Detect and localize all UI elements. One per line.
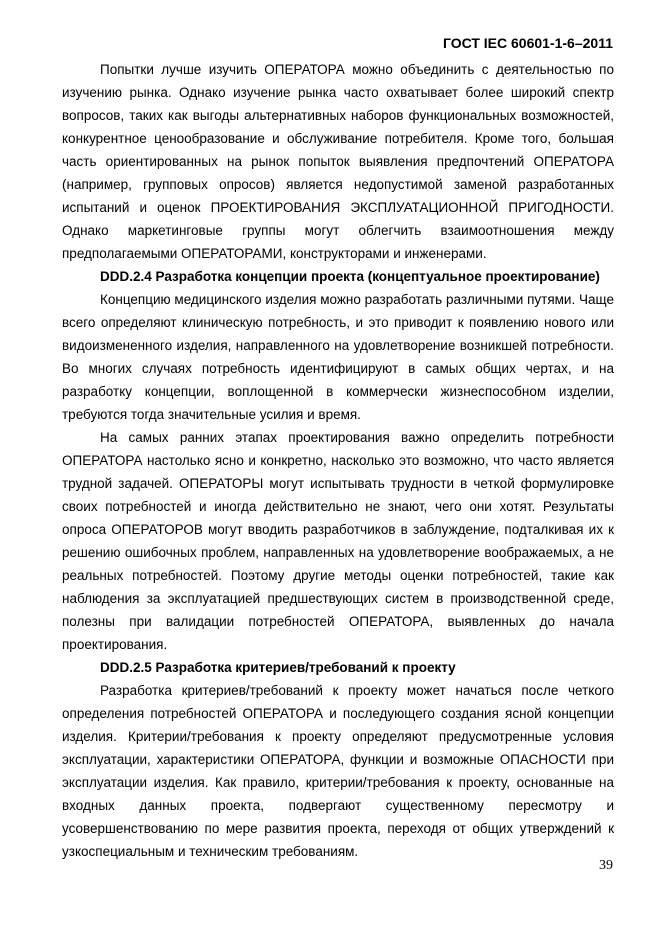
paragraph-3: На самых ранних этапах проектирования важно определить потребности ОПЕРАТОРА настолько ясно и конкретно, насколько это возможно, что часто является трудной задачей. ОПЕРАТОРЫ могут испытывать трудности в четкой формулировке своих потребностей и иногда действительно не знают, чего они хотят. Результаты опроса ОПЕРАТОРОВ могут вводить разработчиков в заблуждение, подталкивая их к решению ошибочных проблем, направленных на удовлетворение воображаемых, а не реальных потребностей. Поэтому другие методы оценки потребностей, такие как наблюдения за эксплуатацией предшествующих систем в производственной среде, полезны при валидации потребностей ОПЕРАТОРА, выявленных до начала проектирования.: [62, 430, 614, 652]
standard-header: ГОСТ IEC 60601-1-6–2011: [442, 35, 613, 51]
page-number: 39: [599, 858, 613, 873]
section-heading-ddd-2-5: DDD.2.5 Разработка критериев/требований к проекту: [100, 660, 456, 675]
paragraph-2: Концепцию медицинского изделия можно разработать различными путями. Чаще всего определяют клиническую потребность, и это приводит к появлению нового или видоизмененного изделия, направленного на удовлетворение возникшей потребности. Во многих случаях потребность идентифицируют в самых общих чертах, и на разработку концепции, воплощенной в коммерчески жизнеспособном изделии, требуются тогда значительные усилия и время.: [62, 292, 614, 422]
paragraph-4: Разработка критериев/требований к проекту может начаться после четкого определения потребностей ОПЕРАТОРА и последующего создания ясной концепции изделия. Критерии/требования к проекту определяют предусмотренные условия эксплуатации, характеристики ОПЕРАТОРА, функции и возможные ОПАСНОСТИ при эксплуатации изделия. Как правило, критерии/требования к проекту, основанные на входных данных проекта, подвергают существенному пересмотру и усовершенствованию по мере развития проекта, переходя от общих утверждений к узкоспециальным и техническим требованиям.: [62, 683, 614, 859]
section-heading-ddd-2-4: DDD.2.4 Разработка концепции проекта (концептуальное проектирование): [100, 269, 600, 284]
paragraph-1: Попытки лучше изучить ОПЕРАТОРА можно объединить с деятельностью по изучению рынка. Однако изучение рынка часто охватывает более широкий спектр вопросов, таких как выгоды альтернативных наборов функциональных возможностей, конкурентное ценообразование и обслуживание потребителя. Кроме того, большая часть ориентированных на рынок попыток выявления предпочтений ОПЕРАТОРА (например, групповых опросов) является недопустимой заменой разработанных испытаний и оценок ПРОЕКТИРОВАНИЯ ЭКСПЛУАТАЦИОННОЙ ПРИГОДНОСТИ. Однако маркетинговые группы могут облегчить взаимоотношения между предполагаемыми ОПЕРАТОРАМИ, конструкторами и инженерами.: [62, 62, 614, 261]
document-body: [62, 58, 614, 863]
